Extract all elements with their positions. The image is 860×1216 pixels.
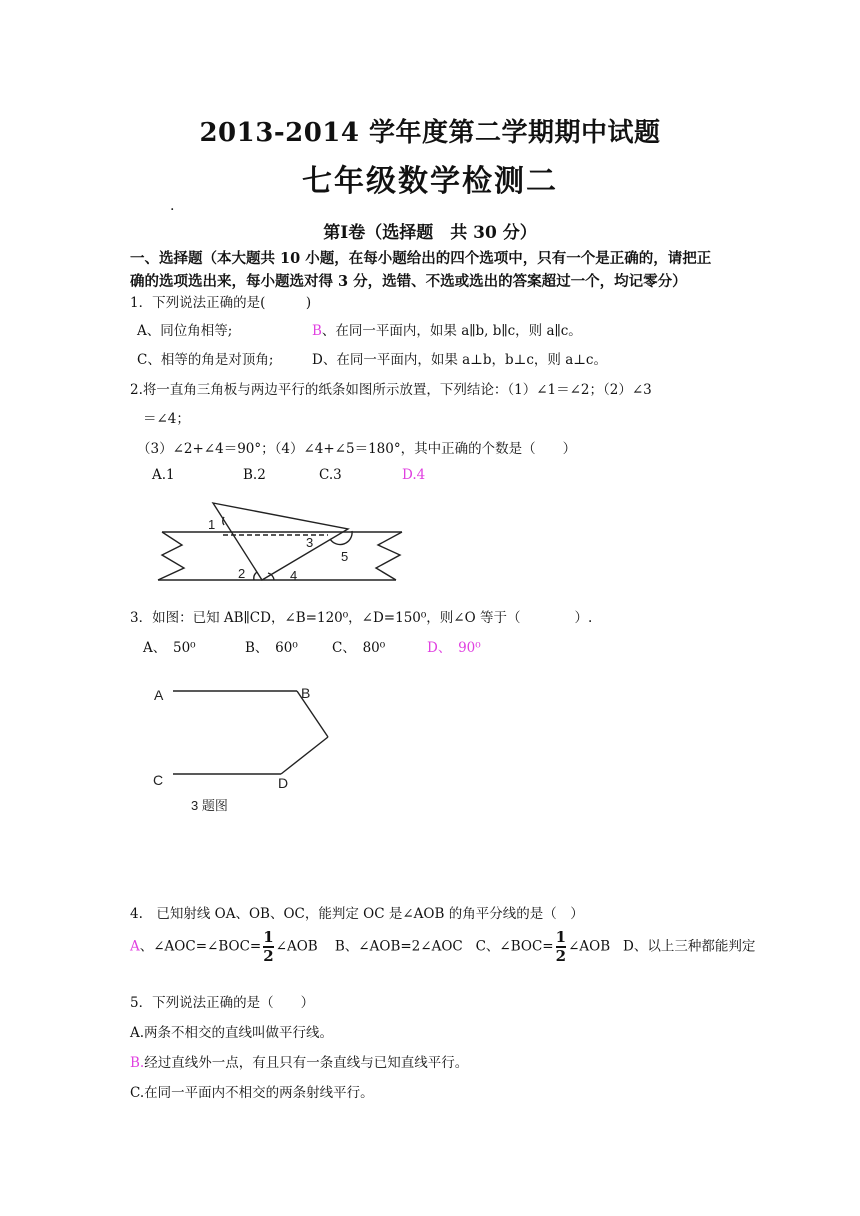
q1-stem: 1．下列说法正确的是( ) <box>130 295 312 311</box>
q4-options-row <box>130 930 755 964</box>
q5-option-c: C.在同一平面内不相交的两条射线平行。 <box>130 1085 374 1101</box>
instructions-line-1: 一、选择题（本大题共 10 小题，在每小题给出的四个选项中，只有一个是正确的，请把正 <box>130 250 712 267</box>
fraction-numerator: 1 <box>263 928 274 946</box>
q1-option-a: A、同位角相等; <box>137 323 233 339</box>
stray-dot: . <box>170 198 175 214</box>
q3-figure <box>145 678 345 818</box>
fig-label-5: 5 <box>341 549 349 564</box>
q4-stem: 4. 已知射线 OA、OB、OC，能判定 OC 是∠AOB 的角平分线的是（ ） <box>130 906 584 922</box>
q2-option-c: C.3 <box>319 467 342 483</box>
q4-option-d: D、以上三种都能判定 <box>623 938 756 955</box>
q2-figure <box>150 495 420 595</box>
q1-option-b <box>312 319 582 339</box>
q4-option-b: B、∠AOB=2∠AOC <box>334 938 463 955</box>
triangle <box>213 503 348 580</box>
q5-option-b <box>130 1051 468 1071</box>
fig-label-2: 2 <box>238 566 246 581</box>
q3-option-a: A、 50⁰ <box>143 640 196 656</box>
exam-subtitle: 七年级数学检测二 <box>302 164 558 199</box>
q4-fraction-c <box>556 930 566 964</box>
fraction-denominator: 2 <box>263 947 274 965</box>
q2-option-d: D.4 <box>402 467 426 483</box>
strip-right-break <box>376 532 402 580</box>
q4-option-c-text: C、∠BOC= <box>475 938 554 955</box>
point-d-label: D <box>278 775 289 791</box>
point-a-label: A <box>154 687 164 703</box>
instructions-line-2: 确的选项选出来，每小题选对得 3 分，选错、不选或选出的答案超过一个，均记零分） <box>130 273 687 290</box>
q1-option-d: D、在同一平面内，如果 a⊥b，b⊥c，则 a⊥c。 <box>312 352 607 368</box>
q4-option-a-text: 、∠AOC=∠BOC= <box>139 938 262 955</box>
q5-option-b-text: 经过直线外一点，有且只有一条直线与已知直线平行。 <box>144 1055 469 1071</box>
fig-label-4: 4 <box>290 568 298 583</box>
q3-option-c: C、 80⁰ <box>332 640 386 656</box>
q5-stem: 5．下列说法正确的是（ ） <box>130 995 315 1011</box>
strip-left-break <box>158 532 184 580</box>
q5-option-a: A.两条不相交的直线叫做平行线。 <box>130 1025 334 1041</box>
point-b-label: B <box>301 685 311 701</box>
fig-label-1: 1 <box>208 517 216 532</box>
q2-stem-line-2: ＝∠4； <box>143 411 190 427</box>
q4-option-c-tail: ∠AOB <box>568 938 611 955</box>
q3-option-d: D、 90⁰ <box>427 640 481 656</box>
q2-option-b: B.2 <box>243 467 266 483</box>
line-od <box>281 737 328 774</box>
q1-option-b-letter: B <box>312 323 322 339</box>
q1-option-c: C、相等的角是对顶角; <box>137 352 274 368</box>
angle-arc-2 <box>254 572 257 580</box>
figure-caption: 3 题图 <box>191 798 228 813</box>
q3-stem: 3．如图：已知 AB∥CD，∠B=120⁰，∠D=150⁰，则∠O 等于（ ）. <box>130 610 593 626</box>
exam-title: 2013-2014 学年度第二学期期中试题 <box>199 118 661 148</box>
section-heading: 第Ⅰ卷（选择题 共 30 分） <box>323 223 537 243</box>
fraction-denominator: 2 <box>555 947 567 965</box>
q5-option-b-letter: B. <box>130 1055 145 1071</box>
point-c-label: C <box>153 772 164 788</box>
fig-label-3: 3 <box>306 535 314 550</box>
fraction-numerator: 1 <box>555 928 567 946</box>
q1-option-b-text: 、在同一平面内，如果 a∥b, b∥c，则 a∥c。 <box>321 323 582 339</box>
q2-option-a: A.1 <box>152 467 175 483</box>
q2-stem-line-3: （3）∠2+∠4＝90°；（4）∠4+∠5＝180°，其中正确的个数是（ ） <box>137 441 577 457</box>
q4-option-a-tail: ∠AOB <box>275 938 318 955</box>
q2-stem-line-1: 2.将一直角三角板与两边平行的纸条如图所示放置，下列结论：（1）∠1＝∠2；（2）∠3 <box>130 382 652 398</box>
q3-option-b: B、 60⁰ <box>245 640 298 656</box>
q4-fraction-a <box>263 930 273 964</box>
q4-option-a-letter: A <box>130 938 140 955</box>
